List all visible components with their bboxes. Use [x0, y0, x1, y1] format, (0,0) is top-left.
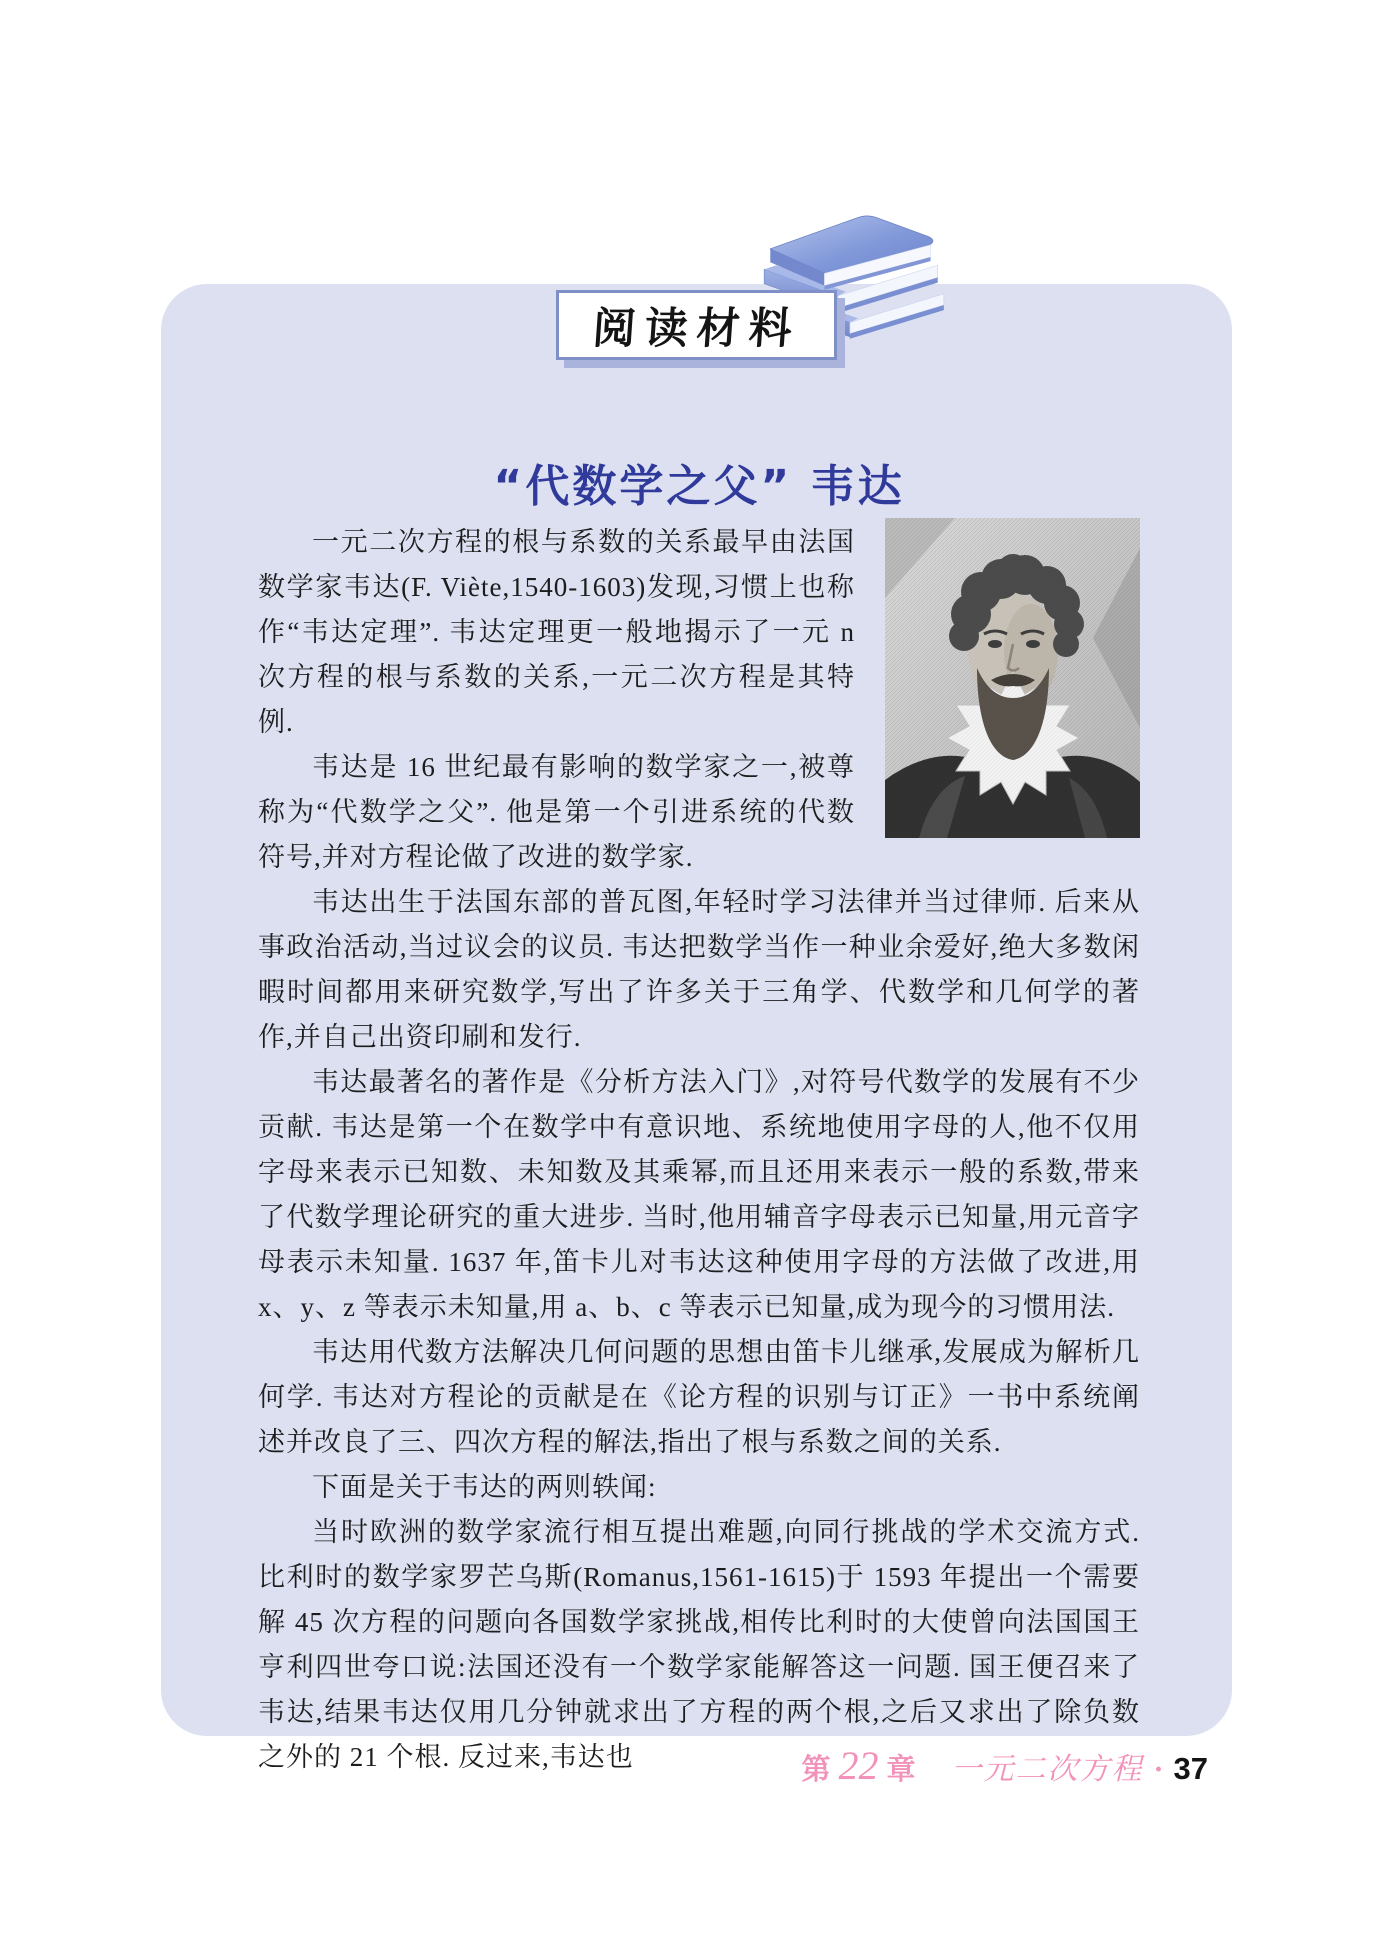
page-footer: [801, 1744, 1208, 1788]
article-paragraph: 韦达最著名的著作是《分析方法入门》,对符号代数学的发展有不少贡献. 韦达是第一个在数学中有意识地、系统地使用字母的人,他不仅用字母来表示已知数、未知数及其乘幂,而且还用来表示一般的系数,带来了代数学理论研究的重大进步. 当时,他用辅音字母表示已知量,用元音字母表示未知量. 1637 年,笛卡儿对韦达这种使用字母的方法做了改进,用 x、y、z 等表示未知量,用 a、b、c 等表示已知量,成为现今的习惯用法.: [258, 1067, 1140, 1322]
chapter-unit: 章: [886, 1752, 916, 1786]
article-body: [258, 520, 1140, 1780]
article-paragraph: 下面是关于韦达的两则轶闻:: [312, 1472, 657, 1502]
article-paragraph: 韦达是 16 世纪最有影响的数学家之一,被尊称为“代数学之父”. 他是第一个引进系统的代数符号,并对方程论做了改进的数学家.: [258, 752, 855, 872]
reading-material-tag: [556, 290, 837, 360]
article-title: “代数学之父” 韦达: [493, 461, 905, 513]
footer-dot-separator: ·: [1153, 1753, 1164, 1786]
viete-portrait-image: [885, 518, 1140, 838]
article-paragraph: 当时欧洲的数学家流行相互提出难题,向同行挑战的学术交流方式. 比利时的数学家罗芒乌斯(Romanus,1561-1615)于 1593 年提出一个需要解 45 次方程的问题向各国数学家挑战,相传比利时的大使曾向法国国王亨利四世夸口说:法国还没有一个数学家能解答这一问题. 国王便召来了韦达,结果韦达仅用几分钟就求出了方程的两个根,之后又求出了除负数之外的 21 个根. 反过来,韦达也: [258, 1517, 1140, 1772]
article-paragraph: 韦达出生于法国东部的普瓦图,年轻时学习法律并当过律师. 后来从事政治活动,当过议会的议员. 韦达把数学当作一种业余爱好,绝大多数闲暇时间都用来研究数学,写出了许多关于三角学、代数学和几何学的著作,并自己出资印刷和发行.: [258, 887, 1140, 1052]
article-paragraph: 一元二次方程的根与系数的关系最早由法国数学家韦达(F. Viète,1540-1603)发现,习惯上也称作“韦达定理”. 韦达定理更一般地揭示了一元 n 次方程的根与系数的关系,一元二次方程是其特例.: [258, 527, 855, 737]
article-paragraph: 韦达用代数方法解决几何问题的思想由笛卡儿继承,发展成为解析几何学. 韦达对方程论的贡献是在《论方程的识别与订正》一书中系统阐述并改良了三、四次方程的解法,指出了根与系数之间的关系.: [258, 1337, 1140, 1457]
chapter-title: 一元二次方程: [951, 1753, 1144, 1786]
page-number: 37: [1173, 1751, 1208, 1786]
reading-material-tag-label: 阅读材料: [590, 305, 802, 353]
chapter-marker: 第: [801, 1752, 831, 1786]
chapter-number: 22: [838, 1743, 879, 1788]
